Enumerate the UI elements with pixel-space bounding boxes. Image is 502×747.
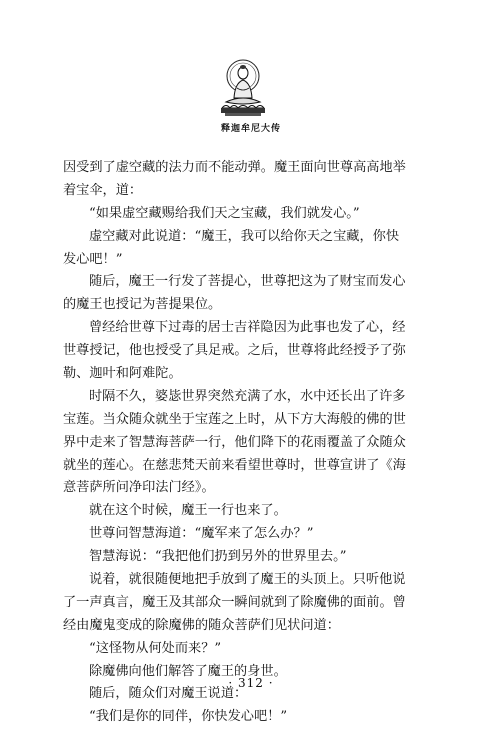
text-line: 世尊问智慧海道：“魔军来了怎么办？”	[89, 526, 314, 542]
text-line: 经由魔鬼变成的除魔佛的随众菩萨们见状问道：	[63, 617, 340, 633]
text-line: 说着，就很随便地把手放到了魔王的头顶上。只听他说	[89, 572, 406, 588]
text-line: “我们是你的同伴，你快发心吧！”	[89, 709, 288, 725]
text-line: 世尊授记，他也授受了具足戒。之后，世尊将此经授予了弥	[63, 343, 406, 359]
book-title: 释迦牟尼大传	[220, 124, 281, 134]
text-line: 时隔不久，婆毖世界突然充满了水，水中还长出了许多	[89, 388, 406, 404]
text-line: “如果虚空藏赐给我们天之宝藏，我们就发心。”	[89, 205, 360, 221]
text-line: 曾经给世尊下过毒的居士吉祥隐因为此事也发了心，经	[89, 320, 406, 336]
text-line: 界中走来了智慧海菩萨一行，他们降下的花雨覆盖了众随众	[63, 434, 406, 450]
text-line: 就在这个时候，魔王一行也来了。	[89, 503, 287, 519]
text-line: 发心吧！”	[63, 251, 123, 267]
text-line: 意菩萨所问净印法门经》。	[63, 480, 215, 496]
text-line: 勒、迦叶和阿难陀。	[63, 366, 182, 382]
text-line: 智慧海说：“我把他们扔到另外的世界里去。”	[89, 549, 347, 565]
text-line: 随后，随众们对魔王说道：	[89, 686, 248, 702]
text-line: 随后，魔王一行发了菩提心，世尊把这为了财宝而发心	[89, 274, 406, 290]
text-line: 因受到了虚空藏的法力而不能动弹。魔王面向世尊高高地举	[63, 160, 406, 175]
text-line: 除魔佛向他们解答了魔王的身世。	[89, 663, 287, 679]
text-line: “这怪物从何处而来？”	[89, 640, 222, 656]
text-line: 宝莲。当众随众就坐于宝莲之上时，从下方大海般的佛的世	[63, 411, 406, 427]
text-line: 的魔王也授记为菩提果位。	[63, 297, 222, 313]
text-line: 就坐的莲心。在慈悲梵天前来看望世尊时，世尊宣讲了《海	[63, 457, 406, 473]
text-line: 着宝伞，道：	[63, 182, 143, 198]
text-line: 了一声真言，魔王及其部众一瞬间就到了除魔佛的面前。曾	[63, 594, 406, 610]
text-line: 虚空藏对此说道：“魔王，我可以给你天之宝藏，你快	[89, 228, 400, 244]
page-number: · 312 ·	[228, 676, 274, 690]
buddha-icon	[216, 58, 270, 118]
body-text	[63, 157, 439, 729]
